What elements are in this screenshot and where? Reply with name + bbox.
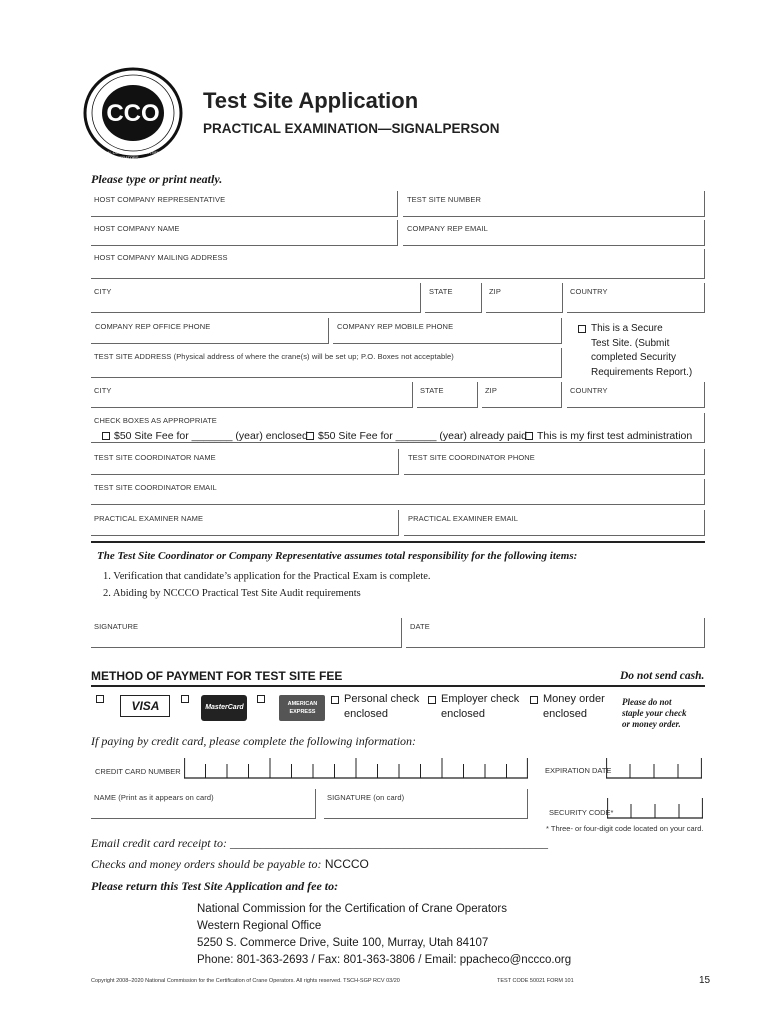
- expiration-boxes[interactable]: [606, 756, 702, 780]
- security-code-note: * Three- or four-digit code located on your card.: [546, 824, 704, 833]
- card-number-boxes[interactable]: [184, 756, 528, 780]
- fee-paid-option[interactable]: $50 Site Fee for _______ (year) already paid: [306, 430, 527, 442]
- name-on-card-field[interactable]: NAME (Print as it appears on card): [91, 789, 316, 819]
- office-phone-field[interactable]: COMPANY REP OFFICE PHONE: [91, 318, 329, 344]
- secure-site-line1: This is a Secure: [591, 323, 663, 334]
- secure-site-line3: completed Security: [591, 352, 677, 363]
- staple-note: Please do not staple your check or money order.: [622, 697, 687, 729]
- host-rep-field[interactable]: HOST COMPANY REPRESENTATIVE: [91, 191, 398, 217]
- fee-paid-checkbox[interactable]: [306, 432, 314, 440]
- return-label: Please return this Test Site Application and fee to:: [91, 879, 339, 893]
- expiration-label: EXPIRATION DATE: [545, 766, 612, 775]
- copyright: Copyright 2008–2020 National Commission for the Certification of Crane Operators. All rights reserved. TSCH-SGP RCV 03/20: [91, 978, 400, 984]
- date-field[interactable]: DATE: [406, 618, 705, 648]
- country2-field[interactable]: COUNTRY: [567, 382, 705, 408]
- state-field[interactable]: STATE: [425, 283, 482, 313]
- secure-site-line4: Requirements Report.): [591, 366, 693, 378]
- no-cash-note: Do not send cash.: [620, 670, 705, 682]
- mailing-address: National Commission for the Certification of Crane Operators Western Regional Office 5250 S. Commerce Drive, Suite 100, Murray, Utah 84107 Phone: 801-363-2693 / Fax: 801-363-3806 / Email: ppacheco@nccco.org: [197, 903, 572, 966]
- logo-letters: CCO: [106, 100, 160, 127]
- money-order-checkbox[interactable]: [530, 696, 538, 704]
- instructions: Please type or print neatly.: [91, 172, 223, 186]
- card-number-label: CREDIT CARD NUMBER: [95, 767, 181, 776]
- employer-check-option[interactable]: Employer check enclosed: [428, 692, 519, 722]
- logo-ring-text: NATIONAL COMMISSION • CERTIFICATION OF CRANE OPERATORS: [92, 150, 173, 160]
- page-title: Test Site Application: [203, 88, 419, 113]
- examiner-name-field[interactable]: PRACTICAL EXAMINER NAME: [91, 510, 399, 536]
- signature-field[interactable]: SIGNATURE: [91, 618, 402, 648]
- page-subtitle: PRACTICAL EXAMINATION—SIGNALPERSON: [203, 121, 500, 136]
- nccco-logo: [82, 66, 184, 160]
- responsibility-heading: The Test Site Coordinator or Company Representative assumes total responsibility for the following items:: [97, 550, 578, 562]
- payment-heading: METHOD OF PAYMENT FOR TEST SITE FEE: [91, 669, 343, 683]
- visa-option[interactable]: [96, 695, 170, 717]
- company-rep-email-field[interactable]: COMPANY REP EMAIL: [403, 220, 705, 246]
- section-divider: [91, 541, 705, 543]
- first-admin-option[interactable]: This is my first test administration: [525, 430, 692, 442]
- city-field[interactable]: CITY: [91, 283, 421, 313]
- payable-line: Checks and money orders should be payable to: NCCCO: [91, 857, 369, 871]
- amex-checkbox[interactable]: [257, 695, 265, 703]
- fee-enclosed-checkbox[interactable]: [102, 432, 110, 440]
- city2-field[interactable]: CITY: [91, 382, 413, 408]
- zip-field[interactable]: ZIP: [486, 283, 563, 313]
- visa-logo: VISA: [120, 695, 170, 717]
- zip2-field[interactable]: ZIP: [482, 382, 562, 408]
- payment-divider: [91, 685, 705, 687]
- personal-check-option[interactable]: Personal check enclosed: [331, 692, 419, 722]
- amex-option[interactable]: [257, 695, 325, 721]
- examiner-email-field[interactable]: PRACTICAL EXAMINER EMAIL: [404, 510, 705, 536]
- responsibility-item-1: 1. Verification that candidate’s application for the Practical Exam is complete.: [103, 571, 431, 582]
- responsibility-item-2: 2. Abiding by NCCCO Practical Test Site Audit requirements: [103, 588, 361, 599]
- host-company-name-field[interactable]: HOST COMPANY NAME: [91, 220, 398, 246]
- personal-check-checkbox[interactable]: [331, 696, 339, 704]
- amex-logo: AMERICAN EXPRESS: [279, 695, 325, 721]
- test-site-number-field[interactable]: TEST SITE NUMBER: [403, 191, 705, 217]
- mastercard-checkbox[interactable]: [181, 695, 189, 703]
- visa-checkbox[interactable]: [96, 695, 104, 703]
- page-number: 15: [699, 975, 711, 986]
- credit-intro: If paying by credit card, please complete the following information:: [91, 734, 417, 748]
- security-code-boxes[interactable]: [607, 796, 703, 820]
- coordinator-phone-field[interactable]: TEST SITE COORDINATOR PHONE: [404, 449, 705, 475]
- check-boxes-row: CHECK BOXES AS APPROPRIATE: [91, 413, 705, 443]
- coordinator-name-field[interactable]: TEST SITE COORDINATOR NAME: [91, 449, 399, 475]
- mastercard-logo: MasterCard: [201, 695, 247, 721]
- mastercard-option[interactable]: [181, 695, 247, 721]
- first-admin-checkbox[interactable]: [525, 432, 533, 440]
- security-code-label: SECURITY CODE*: [549, 808, 614, 817]
- country-field[interactable]: COUNTRY: [567, 283, 705, 313]
- secure-site-option[interactable]: [578, 322, 692, 380]
- mobile-phone-field[interactable]: COMPANY REP MOBILE PHONE: [333, 318, 562, 344]
- coordinator-email-field[interactable]: TEST SITE COORDINATOR EMAIL: [91, 479, 705, 505]
- secure-site-checkbox[interactable]: [578, 325, 586, 333]
- test-site-address-field[interactable]: TEST SITE ADDRESS (Physical address of where the crane(s) will be set up; P.O. Boxes not acceptable): [91, 348, 562, 378]
- fee-enclosed-option[interactable]: $50 Site Fee for _______ (year) enclosed: [102, 430, 308, 442]
- test-code: TEST CODE 50021 FORM 101: [497, 978, 574, 984]
- host-mailing-address-field[interactable]: HOST COMPANY MAILING ADDRESS: [91, 249, 705, 279]
- employer-check-checkbox[interactable]: [428, 696, 436, 704]
- card-signature-field[interactable]: SIGNATURE (on card): [324, 789, 528, 819]
- secure-site-line2: Test Site. (Submit: [591, 337, 670, 349]
- state2-field[interactable]: STATE: [417, 382, 478, 408]
- money-order-option[interactable]: Money order enclosed: [530, 692, 605, 722]
- email-receipt-line[interactable]: Email credit card receipt to: _____________________________________________________: [91, 836, 548, 850]
